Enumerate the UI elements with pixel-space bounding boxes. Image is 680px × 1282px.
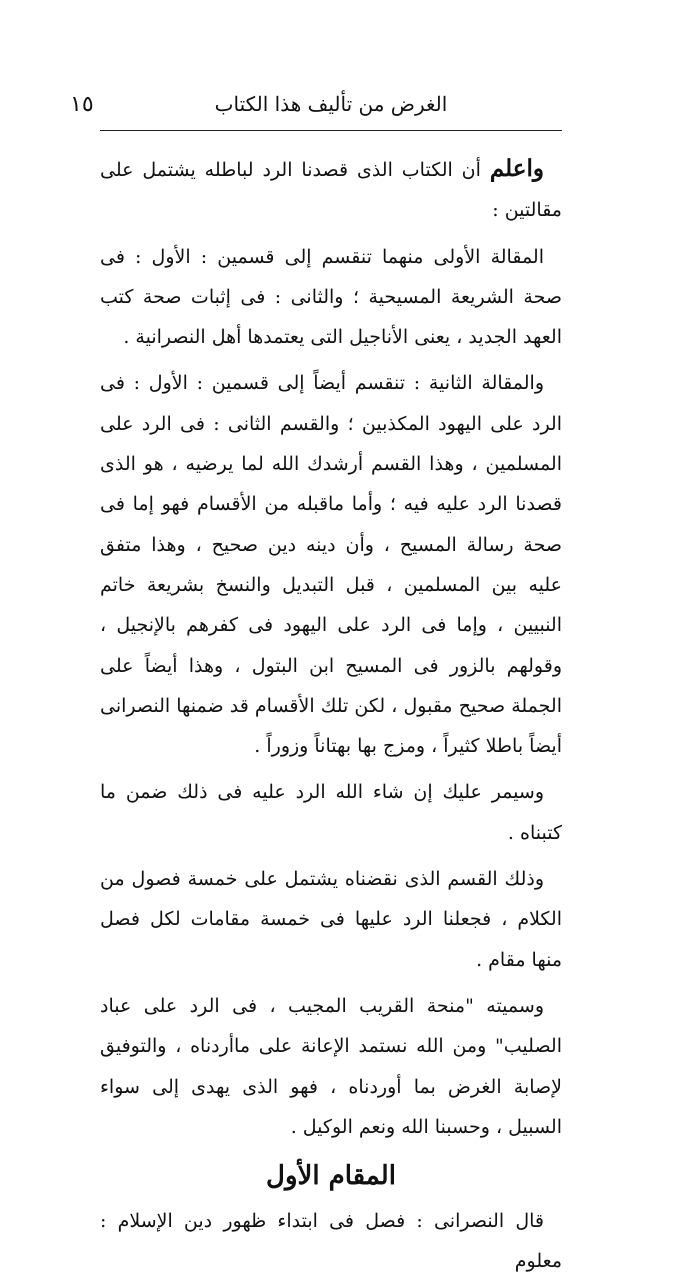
paragraph-text: وذلك القسم الذى نقضناه يشتمل على خمسة فصول من الكلام ، فجعلنا الرد عليها فى خمسة مقامات لكل فصل منها مقام . [100, 868, 562, 971]
paragraph [100, 149, 562, 231]
paragraph [100, 772, 562, 853]
body-text [100, 149, 562, 1282]
paragraph [100, 859, 562, 980]
paragraph-text: وسيمر عليك إن شاء الله الرد عليه فى ذلك ضمن ما كتبناه . [100, 781, 562, 844]
paragraph-text: قال النصرانى : فصل فى ابتداء ظهور دين الإسلام : معلوم [100, 1210, 562, 1273]
section-heading: المقام الأول [266, 1161, 396, 1192]
running-header [70, 86, 562, 131]
page-number: ١٥ [70, 92, 94, 117]
paragraph-text: وسميته "منحة القريب المجيب ، فى الرد على عباد الصليب" ومن الله نستمد الإعانة على ماأردناه ، والتوفيق لإصابة الغرض بما أوردناه ، فهو الذى يهدى إلى سواء السبيل ، وحسبنا الله ونعم الوكيل . [100, 994, 562, 1138]
paragraph-text: والمقالة الثانية : تنقسم أيضاً إلى قسمين : الأول : فى الرد على اليهود المكذبين ؛ والقسم الثانى : فى الرد على المسلمين ، وهذا القسم أرشدك الله لما يرضيه ، هو الذى قصدنا الرد عليه فيه ؛ وأما ماقبله من الأقسام فهو إما فى صحة رسالة المسيح ، وأن دينه دين صحيح ، وهذا متفق عليه بين المسلمين ، قبل التبديل والنسخ بشريعة خاتم النبيين ، وإما فى الرد على اليهود فى كفرهم بالإنجيل ، وقولهم بالزور فى المسيح ابن البتول ، وهذا أيضاً على الجملة صحيح مقبول ، لكن تلك الأقسام قد ضمنها النصرانى أيضاً باطلا كثيراً ، ومزج بها بهتاناً وزوراً . [100, 372, 562, 758]
paragraph [100, 237, 562, 358]
paragraph-lead-word: واعلم [489, 155, 544, 182]
section-first-line [100, 1201, 562, 1282]
paragraph-text: المقالة الأولى منهما تنقسم إلى قسمين : الأول : فى صحة الشريعة المسيحية ؛ والثانى : فى إثبات صحة كتب العهد الجديد ، يعنى الأناجيل التى يعتمدها أهل النصرانية . [100, 245, 562, 349]
paragraph [100, 363, 562, 766]
running-title: الغرض من تأليف هذا الكتاب [214, 92, 448, 116]
paragraph [100, 986, 562, 1147]
paragraph-text: أن الكتاب الذى قصدنا الرد لباطله يشتمل على مقالتين : [100, 159, 562, 222]
